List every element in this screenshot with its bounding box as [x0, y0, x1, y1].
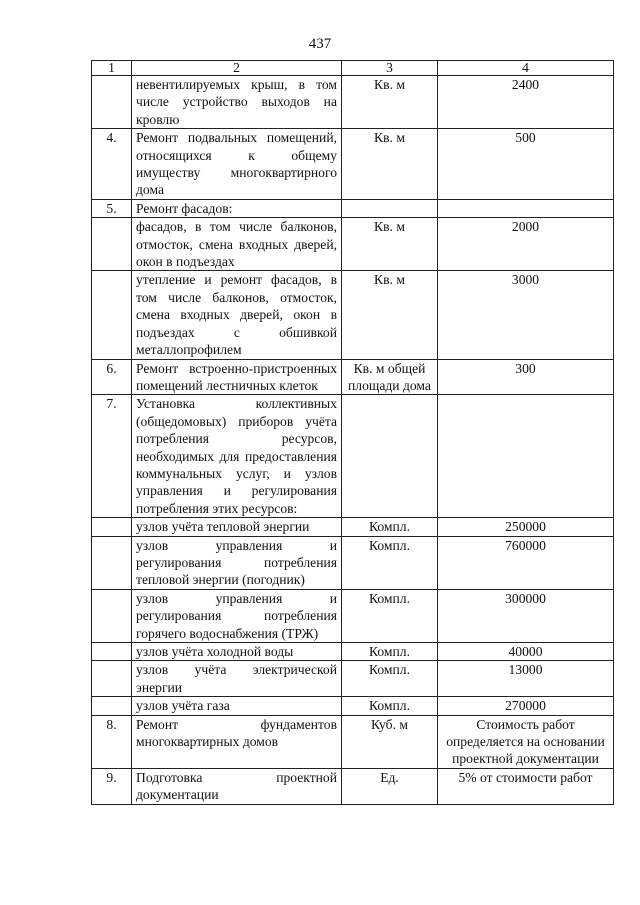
row-description: утепление и ремонт фасадов, в том числе балконов, отмосток, смена входных дверей, окон в подъездах с обшивкой металлопрофилем: [132, 271, 342, 359]
row-number: [92, 518, 132, 536]
row-unit: Кв. м: [342, 218, 438, 271]
row-description: фасадов, в том числе балконов, отмосток, смена входных дверей, окон в подъездах: [132, 218, 342, 271]
row-value: 300: [438, 359, 614, 395]
row-unit: Компл.: [342, 697, 438, 715]
table-row: [92, 768, 614, 804]
row-description: Ремонт фундаментов многоквартирных домов: [132, 715, 342, 768]
row-unit: Компл.: [342, 589, 438, 642]
row-description: Ремонт подвальных помещений, относящихся к общему имуществу многоквартирного дома: [132, 129, 342, 200]
table-header-row: [92, 61, 614, 76]
table-row: [92, 536, 614, 589]
row-description: Установка коллективных (общедомовых) приборов учёта потребления ресурсов, необходимых для предоставления коммунальных услуг, и узлов управления и регулирования потребления этих ресурсов:: [132, 395, 342, 518]
table-row: [92, 359, 614, 395]
table-row: [92, 129, 614, 200]
row-unit: Компл.: [342, 661, 438, 697]
row-unit: Компл.: [342, 536, 438, 589]
table-row: [92, 199, 614, 217]
work-cost-table: [91, 60, 614, 805]
row-value: 760000: [438, 536, 614, 589]
row-unit: Куб. м: [342, 715, 438, 768]
row-number: 4.: [92, 129, 132, 200]
row-description: узлов учёта газа: [132, 697, 342, 715]
header-cell: 1: [92, 61, 132, 76]
page-number: 437: [308, 36, 332, 52]
row-number: [92, 589, 132, 642]
row-description: узлов учёта тепловой энергии: [132, 518, 342, 536]
row-number: [92, 661, 132, 697]
row-value: 250000: [438, 518, 614, 536]
row-unit: Кв. м: [342, 76, 438, 129]
row-unit: Кв. м: [342, 271, 438, 359]
row-value: 2000: [438, 218, 614, 271]
row-unit: Кв. м: [342, 129, 438, 200]
header-cell: 2: [132, 61, 342, 76]
row-unit: Компл.: [342, 643, 438, 661]
row-description: узлов управления и регулирования потребления тепловой энергии (погодник): [132, 536, 342, 589]
row-unit: [342, 395, 438, 518]
row-unit: Компл.: [342, 518, 438, 536]
header-cell: 3: [342, 61, 438, 76]
header-cell: 4: [438, 61, 614, 76]
row-value: 3000: [438, 271, 614, 359]
row-value: 2400: [438, 76, 614, 129]
row-description: Ремонт встроенно-пристроенных помещений лестничных клеток: [132, 359, 342, 395]
row-value: 500: [438, 129, 614, 200]
row-number: [92, 271, 132, 359]
row-description: узлов учёта электрической энергии: [132, 661, 342, 697]
row-number: [92, 536, 132, 589]
row-number: 8.: [92, 715, 132, 768]
row-number: [92, 643, 132, 661]
row-unit: Ед.: [342, 768, 438, 804]
row-value: 5% от стоимости работ: [438, 768, 614, 804]
row-value: Стоимость работ определяется на основании проектной документации: [438, 715, 614, 768]
row-value: [438, 199, 614, 217]
row-value: 40000: [438, 643, 614, 661]
row-number: 6.: [92, 359, 132, 395]
table-row: [92, 271, 614, 359]
row-unit: [342, 199, 438, 217]
row-value: 270000: [438, 697, 614, 715]
row-value: 13000: [438, 661, 614, 697]
row-description: невентилируемых крыш, в том числе устройство выходов на кровлю: [132, 76, 342, 129]
row-value: [438, 395, 614, 518]
table-row: [92, 395, 614, 518]
row-number: 7.: [92, 395, 132, 518]
table-row: [92, 643, 614, 661]
row-description: Ремонт фасадов:: [132, 199, 342, 217]
table-row: [92, 715, 614, 768]
table-row: [92, 76, 614, 129]
row-number: [92, 76, 132, 129]
table-row: [92, 218, 614, 271]
row-number: 5.: [92, 199, 132, 217]
row-description: Подготовка проектной документации: [132, 768, 342, 804]
row-description: узлов учёта холодной воды: [132, 643, 342, 661]
row-number: 9.: [92, 768, 132, 804]
row-number: [92, 697, 132, 715]
table-row: [92, 589, 614, 642]
row-number: [92, 218, 132, 271]
table-row: [92, 697, 614, 715]
row-unit: Кв. м общей площади дома: [342, 359, 438, 395]
table-row: [92, 518, 614, 536]
row-value: 300000: [438, 589, 614, 642]
row-description: узлов управления и регулирования потребления горячего водоснабжения (ТРЖ): [132, 589, 342, 642]
table-row: [92, 661, 614, 697]
